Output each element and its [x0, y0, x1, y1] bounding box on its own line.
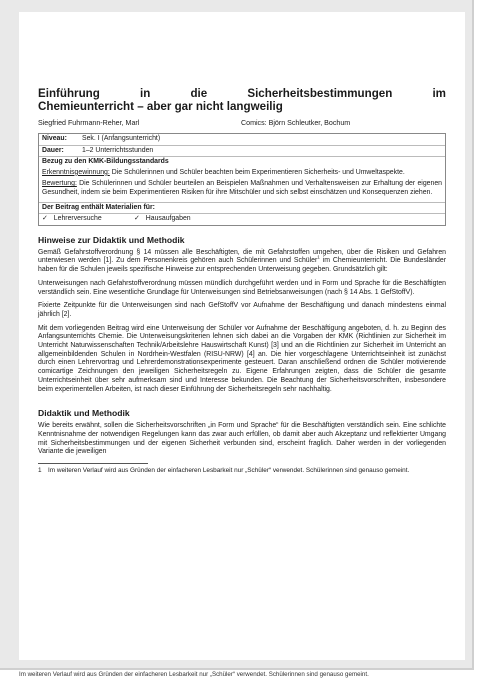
page-content	[38, 87, 446, 475]
materials-title: Der Beitrag enthält Materialien für:	[42, 203, 155, 211]
footnote-divider	[38, 463, 148, 464]
checkmark-icon: ✓	[42, 215, 48, 223]
body-paragraph: Wie bereits erwähnt, sollen die Sicherheitsvorschriften „in Form und Sprache“ für die Beschäftigten verständlich sein. Eine schlichte Kenntnisnahme der notwendigen Regelungen kann das zwar auch erfüllen, ob damit aber auch Akzeptanz und reflektierter Umgang mit Sicherheitsbestimmungen und der eigenen Sicherheit verbunden sind, erscheint fraglich. Daher werden in der vorliegenden Variante die jeweiligen	[38, 422, 446, 456]
section-heading-didaktik: Didaktik und Methodik	[38, 408, 130, 419]
dauer-value: 1–2 Unterrichtsstunden	[82, 146, 154, 154]
material-label: Hausaufgaben	[145, 215, 191, 223]
section-heading-didaktik-hinweise: Hinweise zur Didaktik und Methodik	[38, 234, 185, 245]
document-page	[19, 12, 465, 660]
paragraph-text: Gemäß Gefahrstoffverordnung § 14 müssen alle Beschäftigten, die mit Gefahrstoffen umgehen, über die Risiken und Gefahren unterwiesen werden [1]. Zu dem Personenkreis gehören auch Schülerinnen und Schüler	[38, 248, 446, 265]
footnote-text: Im weiteren Verlauf wird aus Gründen der einfacheren Lesbarkeit nur „Schüler“ verwendet. Schülerinnen sind genauso gemeint.	[48, 467, 410, 475]
checkmark-icon: ✓	[134, 215, 140, 223]
material-item	[134, 215, 191, 224]
erkenntnis-paragraph	[42, 169, 442, 178]
author-name: Siegfried Fuhrmann-Reher, Marl	[38, 119, 140, 127]
title-line-2: Chemieunterricht – aber gar nicht langweilig	[38, 100, 283, 113]
body-paragraph: Unterweisungen nach Gefahrstoffverordnung müssen mündlich durchgeführt werden und in Form und Sprache für die Beschäftigten verständlich sein. Eine wesentliche Grundlage für Unterweisungen sind Betriebsanweisungen (nach § 14 Abs. 1 GefStoffV).	[38, 279, 446, 296]
comics-credit: Comics: Björn Schleutker, Bochum	[241, 119, 351, 127]
footnote-marker: 1	[317, 255, 320, 261]
material-label: Lehrerversuche	[53, 215, 102, 223]
footnote	[38, 467, 446, 475]
bottom-caption: Im weiteren Verlauf wird aus Gründen der einfacheren Lesbarkeit nur „Schüler“ verwendet. Schülerinnen sind genauso gemeint.	[19, 671, 369, 678]
materials-section	[39, 202, 445, 214]
bewertung-text: Die Schülerinnen und Schüler beurteilen an Beispielen Maßnahmen und Verhaltensweisen zur Erhaltung der eigenen Gesundheit, indem sie beim Experimentieren Risiken für ihre Mitschüler und sich selbst einschätzen und Konsequenzen ziehen.	[42, 180, 442, 196]
dauer-label: Dauer:	[42, 146, 64, 154]
niveau-value: Sek. I (Anfangsunterricht)	[82, 135, 161, 142]
niveau-row	[39, 134, 445, 145]
materials-list	[39, 213, 445, 225]
kmk-title: Bezug zu den KMK-Bildungsstandards	[42, 158, 169, 166]
material-item	[42, 215, 134, 224]
body-paragraph	[38, 249, 446, 275]
bewertung-label: Bewertung:	[42, 180, 77, 188]
body-paragraph: Fixierte Zeitpunkte für die Unterweisungen sind nach GefStoffV vor Aufnahme der Beschäftigung und danach mindestens einmal jährlich [2].	[38, 302, 446, 318]
niveau-label: Niveau:	[42, 135, 67, 142]
erkenntnis-text: Die Schülerinnen und Schüler beachten beim Experimentieren Sicherheits- und Umweltaspekte.	[109, 168, 405, 176]
footnote-number: 1	[38, 467, 42, 475]
author-line	[38, 119, 446, 127]
body-paragraph: Mit dem vorliegenden Beitrag wird eine Unterweisung der Schüler vor Aufnahme der Beschäftigung angeboten, d. h. zu Beginn des Anfangsunterrichts Chemie. Die Unterweisungskriterien lehnen sich dabei an die Vorgaben der KMK (Richtlinien zur Sicherheit im Unterricht Naturwissenschaften Technik/Arbeitslehre Hauswirtschaft Kunst) [3] und an die Richtlinien zur Sicherheit im Unterricht an allgemeinbildenden Schulen in Nordrhein-Westfalen (RISU-NRW) [4] an. Die hier vorgeschlagene Unterrichtseinheit ist zunächst durch einen Lehrervortrag und Lehrerdemonstrationsexperimente gesteuert. Daran anschließend ordnen die Schüler motivierende comicartige Zeichnungen den jeweiligen Sicherheitsregeln zu. Eigene Erfahrungen zeigten, dass die Schüler die gesamte Unterrichtseinheit über sehr aufmerksam sind und Interesse bekunden. Die Beachtung der Sicherheitsvorschriften, insbesondere beim experimentellen Arbeiten, ist nach dieser Einführung der Sicherheitsregeln sehr nachhaltig.	[38, 324, 446, 393]
info-box	[38, 133, 446, 226]
paragraph-text: im Chemieunterricht. Die Bundesländer haben für die Schulen jeweils spezifische Hinweise zur entsprechenden Unterweisung gegeben. Grundsätzlich gilt:	[38, 257, 446, 274]
title-line-1: Einführung in die Sicherheitsbestimmungen im	[38, 87, 446, 100]
dauer-row	[39, 145, 445, 157]
erkenntnis-label: Erkenntnisgewinnung:	[42, 168, 110, 176]
bewertung-paragraph	[42, 180, 442, 197]
kmk-section	[39, 156, 445, 201]
